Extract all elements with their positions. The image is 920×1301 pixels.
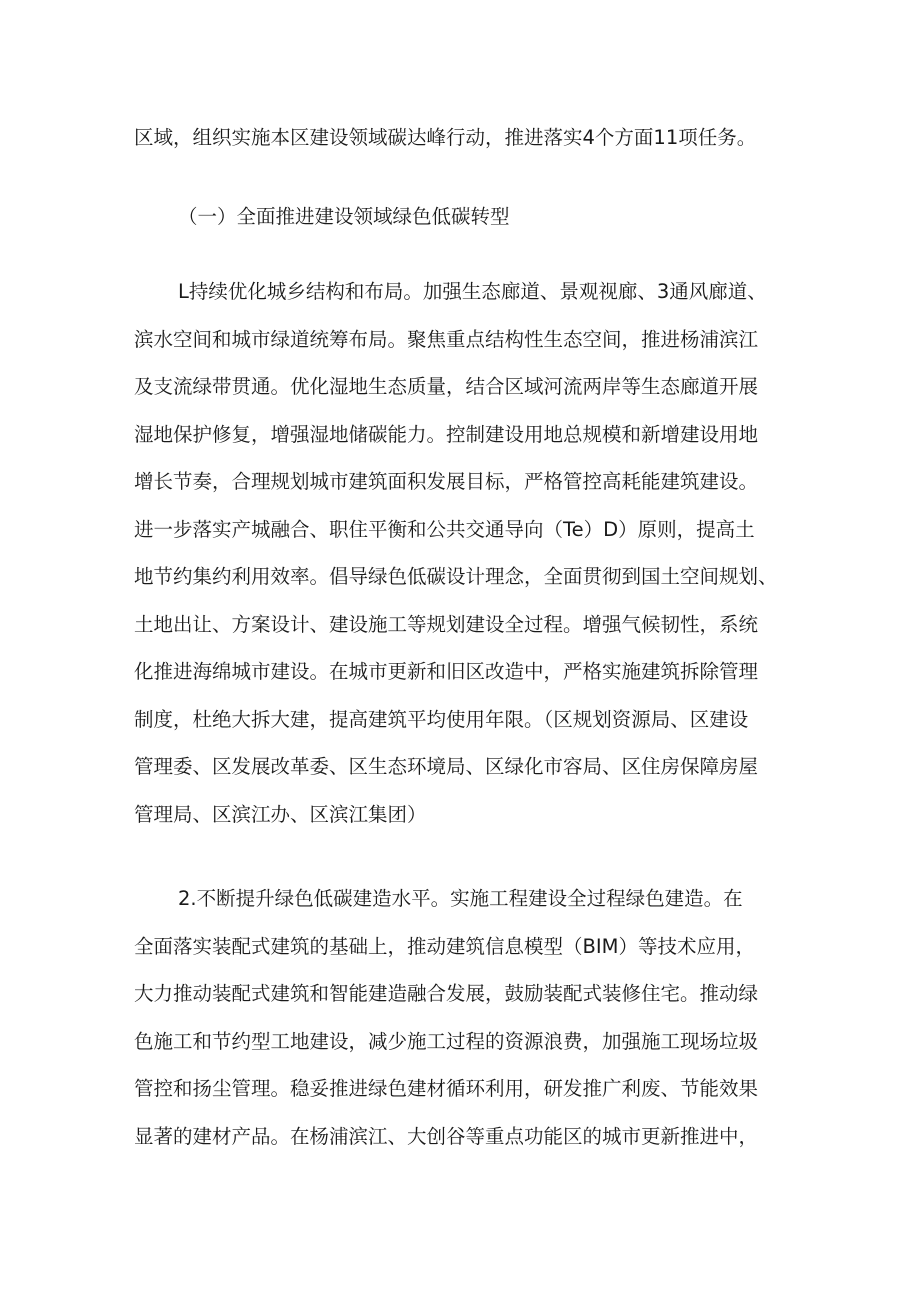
paragraph-1-line-4: 湿地保护修复，增强湿地储碳能力。控制建设用地总规模和新增建设用地 [134, 422, 759, 446]
paragraph-1-line-8: 土地出让、方案设计、建设施工等规划建设全过程。增强气候韧性，系统 [134, 612, 759, 636]
paragraph-1-line-6: 进一步落实产城融合、职住平衡和公共交通导向（Te）D）原则，提高土 [134, 517, 755, 541]
paragraph-2-line-6: 显著的建材产品。在杨浦滨江、大创谷等重点功能区的城市更新推进中， [134, 1124, 759, 1148]
paragraph-2-line-2: 全面落实装配式建筑的基础上，推动建筑信息模型（BIM）等技术应用， [134, 934, 755, 958]
paragraph-1-line-9: 化推进海绵城市建设。在城市更新和旧区改造中，严格实施建筑拆除管理 [134, 660, 759, 683]
section-heading: （一）全面推进建设领域绿色低碳转型 [178, 205, 510, 228]
paragraph-top-line-1: 区域，组织实施本区建设领域碳达峰行动，推进落实4个方面11项任务。 [134, 126, 757, 149]
paragraph-2-line-4: 色施工和节约型工地建设，减少施工过程的资源浪费，加强施工现场垃圾 [134, 1029, 759, 1053]
section-heading-block [134, 193, 794, 241]
paragraph-2-line-5: 管控和扬尘管理。稳妥推进绿色建材循环利用，研发推广利废、节能效果 [134, 1077, 759, 1100]
paragraph-top [134, 114, 794, 162]
paragraph-1-line-10: 制度，杜绝大拆大建，提高建筑平均使用年限。（区规划资源局、区建设 [134, 707, 749, 731]
paragraph-1 [134, 268, 794, 838]
paragraph-1-line-1: L持续优化城乡结构和布局。加强生态廊道、景观视廊、3通风廊道、 [178, 280, 767, 303]
paragraph-2 [134, 875, 794, 1160]
paragraph-2-line-3: 大力推动装配式建筑和智能建造融合发展，鼓励装配式装修住宅。推动绿 [134, 982, 759, 1005]
paragraph-1-line-2: 滨水空间和城市绿道统筹布局。聚焦重点结构性生态空间，推进杨浦滨江 [134, 327, 759, 351]
paragraph-1-line-7: 地节约集约利用效率。倡导绿色低碳设计理念，全面贯彻到国土空间规划、 [134, 565, 778, 588]
paragraph-1-line-12: 管理局、区滨江办、区滨江集团） [134, 802, 427, 826]
paragraph-1-line-3: 及支流绿带贯通。优化湿地生态质量，结合区域河流两岸等生态廊道开展 [134, 375, 759, 398]
paragraph-2-line-1: 2.不断提升绿色低碳建造水平。实施工程建设全过程绿色建造。在 [178, 887, 743, 910]
paragraph-1-line-11: 管理委、区发展改革委、区生态环境局、区绿化市容局、区住房保障房屋 [134, 755, 759, 778]
paragraph-1-line-5: 增长节奏，合理规划城市建筑面积发展目标，严格管控高耗能建筑建设。 [134, 470, 759, 493]
